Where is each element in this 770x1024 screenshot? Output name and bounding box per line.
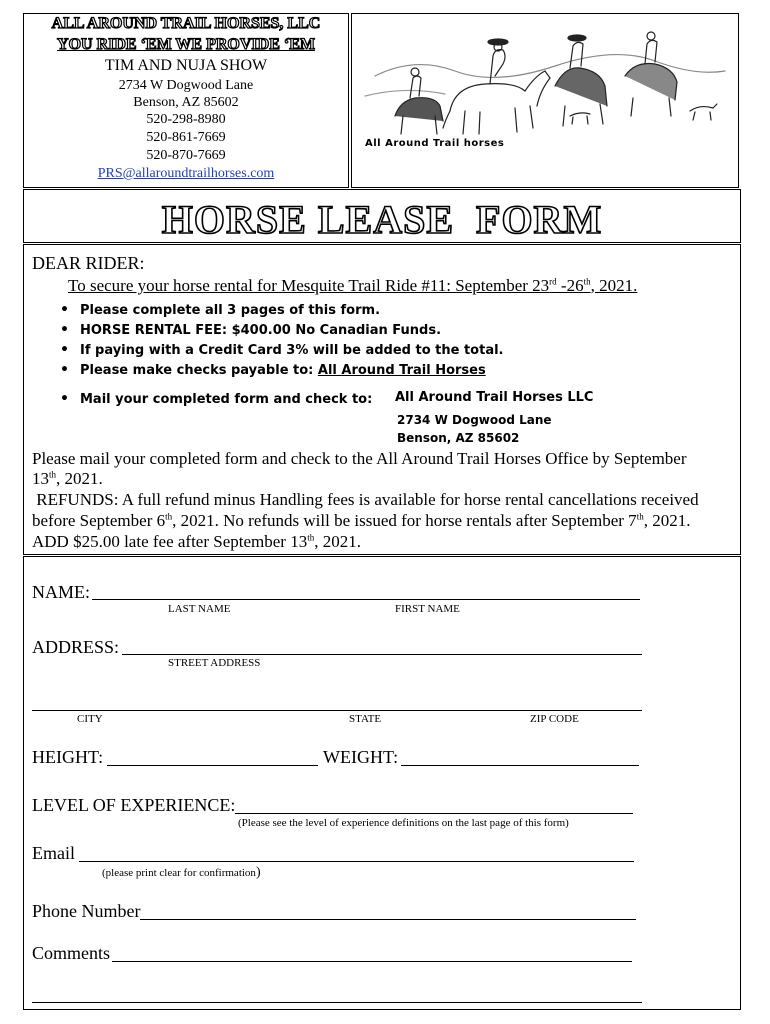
show-name: TIM AND NUJA SHOW xyxy=(104,57,268,74)
header-city: Benson, AZ 85602 xyxy=(133,95,239,110)
zip-caption: ZIP CODE xyxy=(530,713,579,725)
list-item xyxy=(56,363,504,383)
header-email-link[interactable]: PRS@allaroundtrailhorses.com xyxy=(97,166,275,181)
mail-city: Benson, AZ 85602 xyxy=(397,431,520,445)
mail-list xyxy=(56,392,372,412)
greeting: DEAR RIDER: xyxy=(32,253,145,273)
list-item: • Please complete all 3 pages of this form. xyxy=(56,303,504,323)
text: (please print clear for confirmation xyxy=(102,867,256,879)
page-title: HORSE LEASE FORM xyxy=(161,197,603,242)
weight-label: WEIGHT: xyxy=(323,747,399,767)
header-street: 2734 W Dogwood Lane xyxy=(118,78,254,93)
text: , 2021. No refunds will be issued for horse rentals after September 7 xyxy=(172,511,637,530)
weight-input[interactable] xyxy=(401,765,639,766)
payable-to: All Around Trail Horses xyxy=(317,363,486,378)
text: ADD $25.00 late fee after September 13 xyxy=(32,532,308,551)
horse-riders-sketch xyxy=(355,16,735,136)
height-input[interactable] xyxy=(107,765,318,766)
text: , 2021. xyxy=(643,511,691,530)
sup: rd xyxy=(549,276,557,287)
secure-text: -26 xyxy=(556,276,584,295)
mail-instruction-2 xyxy=(32,469,103,489)
mail-instruction-1: Please mail your completed form and check to the All Around Trail Horses Office by September xyxy=(32,449,687,468)
email-label: Email xyxy=(32,843,75,863)
email-input[interactable] xyxy=(79,861,634,862)
experience-input[interactable] xyxy=(235,813,633,814)
text: ) xyxy=(255,865,261,880)
company-tagline: YOU RIDE ‘EM WE PROVIDE ‘EM xyxy=(57,36,315,53)
comments-input[interactable] xyxy=(112,961,632,962)
refund-line-2 xyxy=(32,511,690,531)
refund-line-1: REFUNDS: A full refund minus Handling fees is available for horse rental cancellations received xyxy=(32,490,699,509)
name-input[interactable] xyxy=(92,599,640,600)
phone-input[interactable] xyxy=(140,919,636,920)
company-name: ALL AROUND TRAIL HORSES, LLC xyxy=(51,15,321,32)
late-fee-line xyxy=(32,532,361,552)
sup: th xyxy=(307,532,315,543)
text: , 2021. xyxy=(314,532,361,551)
text: , 2021. xyxy=(56,469,103,488)
comments-input-line-2[interactable] xyxy=(32,1002,642,1003)
header-phone-2: 520-861-7669 xyxy=(146,130,226,145)
last-name-caption: LAST NAME xyxy=(168,603,231,615)
city-caption: CITY xyxy=(77,713,103,725)
street-address-caption: STREET ADDRESS xyxy=(168,657,261,669)
city-state-zip-input[interactable] xyxy=(32,710,642,711)
text: before September 6 xyxy=(32,511,166,530)
experience-label: LEVEL OF EXPERIENCE: xyxy=(32,795,236,815)
payable-label: Please make checks payable to: xyxy=(80,363,318,378)
email-note xyxy=(102,865,261,881)
phone-label: Phone Number xyxy=(32,901,141,921)
mail-company: All Around Trail Horses LLC xyxy=(395,390,594,405)
header-phone-1: 520-298-8980 xyxy=(146,112,226,127)
height-label: HEIGHT: xyxy=(32,747,104,767)
list-item: • Mail your completed form and check to: xyxy=(56,392,372,412)
street-address-input[interactable] xyxy=(122,654,642,655)
secure-line xyxy=(68,276,637,296)
secure-text: To secure your horse rental for Mesquite Trail Ride #11: September 23 xyxy=(68,276,550,295)
name-label: NAME: xyxy=(32,582,90,602)
sup: th xyxy=(165,511,173,522)
address-label: ADDRESS: xyxy=(32,637,120,657)
instructions-list xyxy=(56,303,504,383)
text: 13 xyxy=(32,469,49,488)
sup: th xyxy=(583,276,591,287)
sketch-caption: All Around Trail horses xyxy=(365,138,505,149)
secure-text: , 2021. xyxy=(590,276,638,295)
list-item: • If paying with a Credit Card 3% will be added to the total. xyxy=(56,343,504,363)
list-item: • HORSE RENTAL FEE: $400.00 No Canadian Funds. xyxy=(56,323,504,343)
sup: th xyxy=(636,511,644,522)
sup: th xyxy=(49,469,57,480)
first-name-caption: FIRST NAME xyxy=(395,603,460,615)
comments-label: Comments xyxy=(32,943,111,963)
header-phone-3: 520-870-7669 xyxy=(146,148,226,163)
experience-note: (Please see the level of experience definitions on the last page of this form) xyxy=(238,817,569,829)
form-box xyxy=(23,556,741,1010)
mail-street: 2734 W Dogwood Lane xyxy=(397,413,552,427)
state-caption: STATE xyxy=(349,713,382,725)
